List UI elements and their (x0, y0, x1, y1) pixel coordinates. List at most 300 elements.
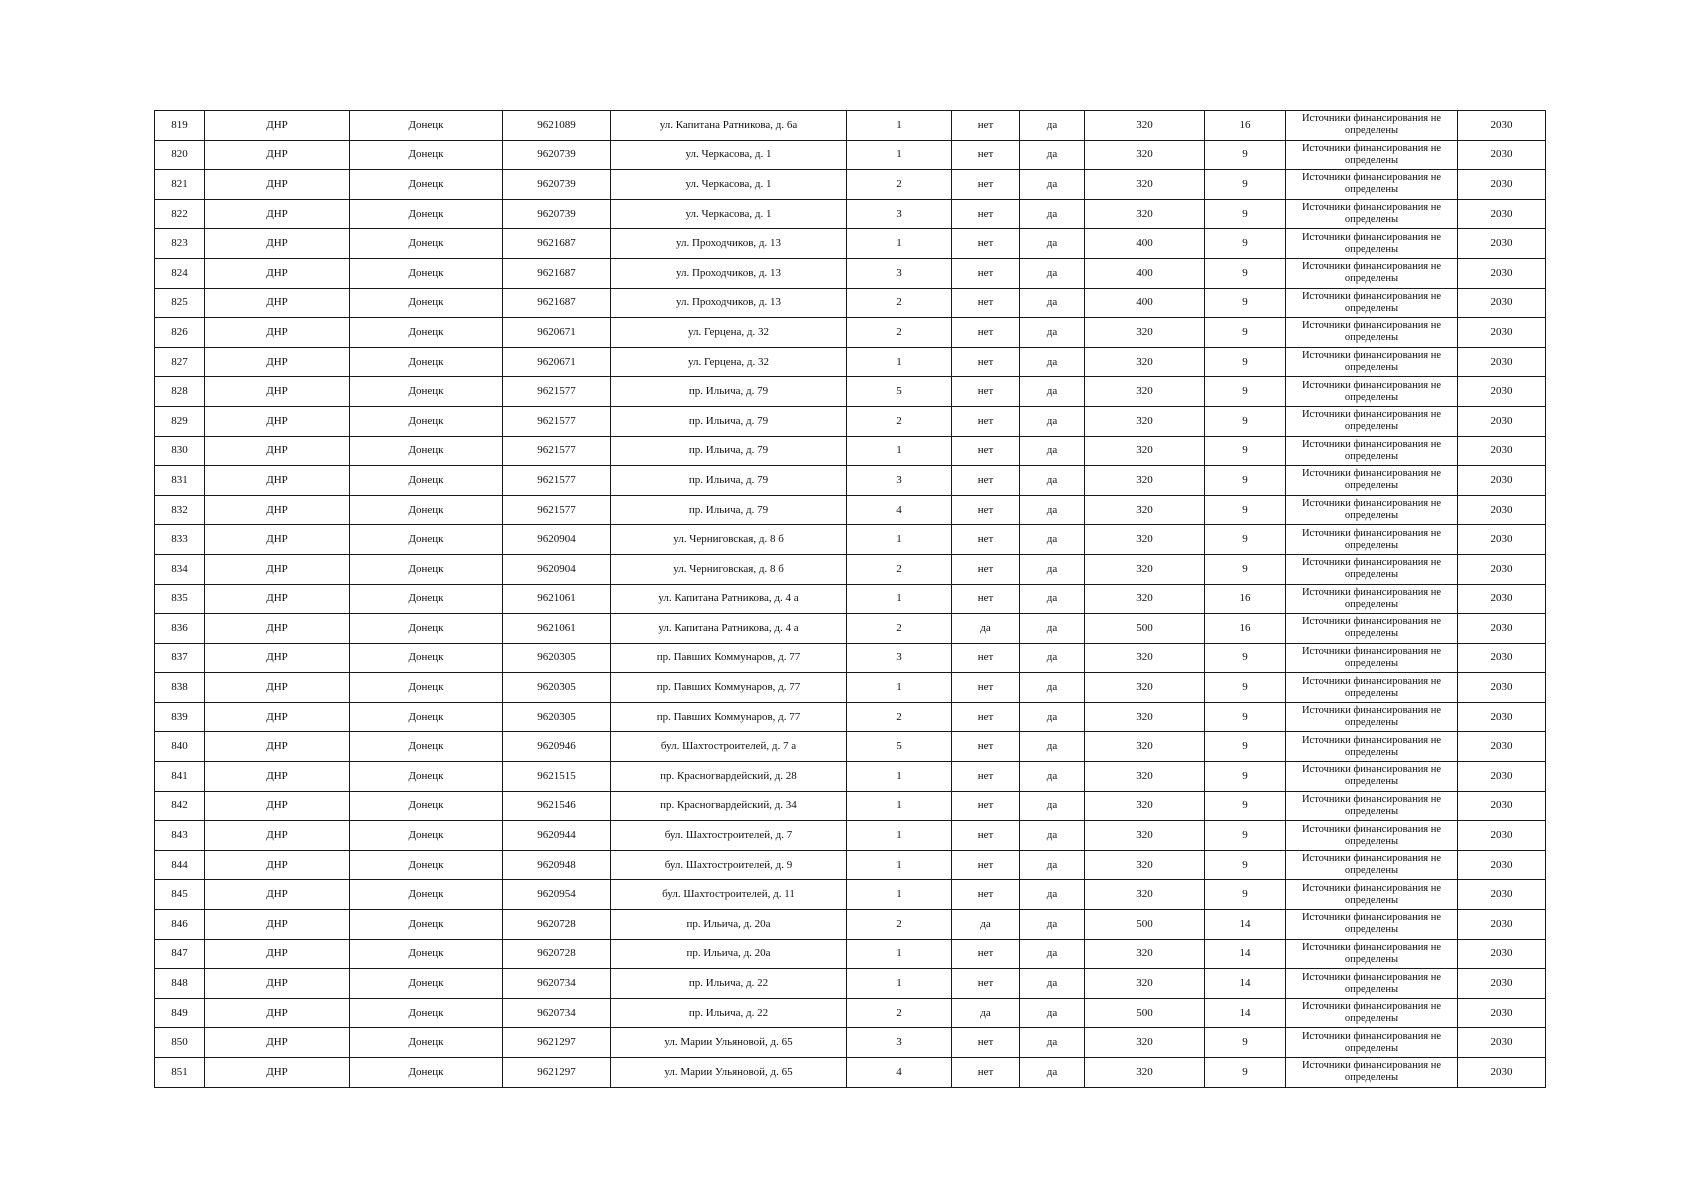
table-row (155, 377, 1546, 407)
city-cell: Донецк (350, 791, 503, 821)
flag-a-cell: нет (952, 229, 1020, 259)
flag-a-cell: нет (952, 850, 1020, 880)
building-id-cell: 9620305 (503, 702, 611, 732)
table-row (155, 229, 1546, 259)
region-cell: ДНР (205, 939, 350, 969)
address-cell: бул. Шахтостроителей, д. 9 (611, 850, 847, 880)
year-cell: 2030 (1458, 702, 1546, 732)
entrance-cell: 3 (847, 258, 952, 288)
address-cell: пр. Красногвардейский, д. 28 (611, 762, 847, 792)
region-cell: ДНР (205, 702, 350, 732)
flag-b-cell: да (1020, 170, 1085, 200)
funding-source-cell: Источники финансирования не определены (1286, 702, 1458, 732)
row-number-cell: 822 (155, 199, 205, 229)
flag-a-cell: нет (952, 584, 1020, 614)
entrance-cell: 2 (847, 702, 952, 732)
city-cell: Донецк (350, 495, 503, 525)
entrance-cell: 3 (847, 466, 952, 496)
table-row (155, 199, 1546, 229)
year-cell: 2030 (1458, 998, 1546, 1028)
entrance-cell: 1 (847, 436, 952, 466)
flag-a-cell: нет (952, 702, 1020, 732)
region-cell: ДНР (205, 525, 350, 555)
funding-source-cell: Источники финансирования не определены (1286, 170, 1458, 200)
flag-b-cell: да (1020, 762, 1085, 792)
entrance-cell: 3 (847, 199, 952, 229)
flag-b-cell: да (1020, 1028, 1085, 1058)
flag-a-cell: нет (952, 1058, 1020, 1088)
city-cell: Донецк (350, 140, 503, 170)
region-cell: ДНР (205, 880, 350, 910)
flag-a-cell: да (952, 910, 1020, 940)
row-number-cell: 820 (155, 140, 205, 170)
region-cell: ДНР (205, 436, 350, 466)
row-number-cell: 846 (155, 910, 205, 940)
funding-source-cell: Источники финансирования не определены (1286, 466, 1458, 496)
capacity-cell: 320 (1085, 199, 1205, 229)
building-id-cell: 9620734 (503, 998, 611, 1028)
row-number-cell: 824 (155, 258, 205, 288)
flag-a-cell: нет (952, 436, 1020, 466)
flag-a-cell: нет (952, 880, 1020, 910)
flag-a-cell: нет (952, 288, 1020, 318)
funding-source-cell: Источники финансирования не определены (1286, 525, 1458, 555)
entrance-cell: 2 (847, 910, 952, 940)
region-cell: ДНР (205, 850, 350, 880)
capacity-cell: 320 (1085, 1028, 1205, 1058)
capacity-cell: 320 (1085, 643, 1205, 673)
address-cell: пр. Павших Коммунаров, д. 77 (611, 702, 847, 732)
region-cell: ДНР (205, 821, 350, 851)
funding-source-cell: Источники финансирования не определены (1286, 762, 1458, 792)
region-cell: ДНР (205, 199, 350, 229)
flag-b-cell: да (1020, 673, 1085, 703)
row-number-cell: 832 (155, 495, 205, 525)
row-number-cell: 833 (155, 525, 205, 555)
funding-source-cell: Источники финансирования не определены (1286, 436, 1458, 466)
region-cell: ДНР (205, 288, 350, 318)
entrance-cell: 1 (847, 821, 952, 851)
table-row (155, 170, 1546, 200)
table-row (155, 140, 1546, 170)
row-number-cell: 850 (155, 1028, 205, 1058)
flag-a-cell: нет (952, 318, 1020, 348)
table-row (155, 436, 1546, 466)
flag-a-cell: нет (952, 406, 1020, 436)
funding-source-cell: Источники финансирования не определены (1286, 140, 1458, 170)
capacity-cell: 320 (1085, 1058, 1205, 1088)
address-cell: ул. Черкасова, д. 1 (611, 140, 847, 170)
flag-a-cell: нет (952, 939, 1020, 969)
region-cell: ДНР (205, 170, 350, 200)
flag-b-cell: да (1020, 229, 1085, 259)
capacity-cell: 320 (1085, 140, 1205, 170)
floors-cell: 9 (1205, 199, 1286, 229)
flag-b-cell: да (1020, 998, 1085, 1028)
region-cell: ДНР (205, 998, 350, 1028)
row-number-cell: 848 (155, 969, 205, 999)
flag-b-cell: да (1020, 436, 1085, 466)
address-cell: пр. Ильича, д. 79 (611, 377, 847, 407)
year-cell: 2030 (1458, 199, 1546, 229)
floors-cell: 14 (1205, 939, 1286, 969)
city-cell: Донецк (350, 850, 503, 880)
capacity-cell: 500 (1085, 998, 1205, 1028)
funding-source-cell: Источники финансирования не определены (1286, 495, 1458, 525)
building-id-cell: 9620671 (503, 318, 611, 348)
address-cell: бул. Шахтостроителей, д. 7 а (611, 732, 847, 762)
entrance-cell: 2 (847, 288, 952, 318)
building-id-cell: 9620734 (503, 969, 611, 999)
region-cell: ДНР (205, 969, 350, 999)
floors-cell: 9 (1205, 791, 1286, 821)
region-cell: ДНР (205, 554, 350, 584)
capacity-cell: 400 (1085, 258, 1205, 288)
floors-cell: 9 (1205, 525, 1286, 555)
entrance-cell: 3 (847, 643, 952, 673)
city-cell: Донецк (350, 377, 503, 407)
region-cell: ДНР (205, 318, 350, 348)
year-cell: 2030 (1458, 111, 1546, 141)
year-cell: 2030 (1458, 614, 1546, 644)
region-cell: ДНР (205, 643, 350, 673)
building-id-cell: 9620305 (503, 673, 611, 703)
flag-b-cell: да (1020, 111, 1085, 141)
table-row (155, 614, 1546, 644)
entrance-cell: 2 (847, 170, 952, 200)
building-id-cell: 9620671 (503, 347, 611, 377)
row-number-cell: 825 (155, 288, 205, 318)
flag-a-cell: нет (952, 140, 1020, 170)
floors-cell: 9 (1205, 554, 1286, 584)
funding-source-cell: Источники финансирования не определены (1286, 821, 1458, 851)
table-row (155, 762, 1546, 792)
flag-b-cell: да (1020, 880, 1085, 910)
building-id-cell: 9620739 (503, 140, 611, 170)
capacity-cell: 320 (1085, 673, 1205, 703)
row-number-cell: 829 (155, 406, 205, 436)
address-cell: ул. Герцена, д. 32 (611, 347, 847, 377)
building-id-cell: 9620904 (503, 554, 611, 584)
row-number-cell: 851 (155, 1058, 205, 1088)
table-row (155, 466, 1546, 496)
address-cell: пр. Ильича, д. 79 (611, 436, 847, 466)
address-cell: ул. Проходчиков, д. 13 (611, 258, 847, 288)
region-cell: ДНР (205, 258, 350, 288)
capacity-cell: 320 (1085, 821, 1205, 851)
address-cell: ул. Проходчиков, д. 13 (611, 288, 847, 318)
entrance-cell: 3 (847, 1028, 952, 1058)
city-cell: Донецк (350, 525, 503, 555)
floors-cell: 9 (1205, 258, 1286, 288)
address-cell: пр. Павших Коммунаров, д. 77 (611, 673, 847, 703)
flag-a-cell: нет (952, 673, 1020, 703)
city-cell: Донецк (350, 258, 503, 288)
region-cell: ДНР (205, 673, 350, 703)
capacity-cell: 320 (1085, 762, 1205, 792)
flag-b-cell: да (1020, 584, 1085, 614)
year-cell: 2030 (1458, 1028, 1546, 1058)
flag-b-cell: да (1020, 406, 1085, 436)
row-number-cell: 826 (155, 318, 205, 348)
entrance-cell: 4 (847, 1058, 952, 1088)
entrance-cell: 1 (847, 525, 952, 555)
address-cell: бул. Шахтостроителей, д. 7 (611, 821, 847, 851)
city-cell: Донецк (350, 880, 503, 910)
floors-cell: 9 (1205, 495, 1286, 525)
year-cell: 2030 (1458, 466, 1546, 496)
flag-a-cell: да (952, 614, 1020, 644)
flag-b-cell: да (1020, 466, 1085, 496)
address-cell: пр. Ильича, д. 20а (611, 939, 847, 969)
row-number-cell: 841 (155, 762, 205, 792)
year-cell: 2030 (1458, 554, 1546, 584)
region-cell: ДНР (205, 910, 350, 940)
region-cell: ДНР (205, 791, 350, 821)
region-cell: ДНР (205, 347, 350, 377)
region-cell: ДНР (205, 614, 350, 644)
flag-a-cell: нет (952, 377, 1020, 407)
flag-b-cell: да (1020, 969, 1085, 999)
flag-a-cell: нет (952, 258, 1020, 288)
table-row (155, 1058, 1546, 1088)
elevator-replacement-table (154, 110, 1546, 1088)
capacity-cell: 320 (1085, 436, 1205, 466)
year-cell: 2030 (1458, 406, 1546, 436)
floors-cell: 14 (1205, 998, 1286, 1028)
city-cell: Донецк (350, 229, 503, 259)
building-id-cell: 9620739 (503, 199, 611, 229)
building-id-cell: 9621687 (503, 229, 611, 259)
funding-source-cell: Источники финансирования не определены (1286, 939, 1458, 969)
address-cell: ул. Черниговская, д. 8 б (611, 554, 847, 584)
flag-b-cell: да (1020, 850, 1085, 880)
floors-cell: 9 (1205, 318, 1286, 348)
table-row (155, 791, 1546, 821)
region-cell: ДНР (205, 584, 350, 614)
flag-a-cell: нет (952, 525, 1020, 555)
address-cell: бул. Шахтостроителей, д. 11 (611, 880, 847, 910)
building-id-cell: 9621297 (503, 1028, 611, 1058)
building-id-cell: 9621515 (503, 762, 611, 792)
city-cell: Донецк (350, 702, 503, 732)
row-number-cell: 834 (155, 554, 205, 584)
year-cell: 2030 (1458, 762, 1546, 792)
entrance-cell: 1 (847, 584, 952, 614)
funding-source-cell: Источники финансирования не определены (1286, 998, 1458, 1028)
row-number-cell: 819 (155, 111, 205, 141)
capacity-cell: 320 (1085, 584, 1205, 614)
row-number-cell: 838 (155, 673, 205, 703)
flag-b-cell: да (1020, 288, 1085, 318)
flag-b-cell: да (1020, 554, 1085, 584)
flag-a-cell: нет (952, 791, 1020, 821)
flag-b-cell: да (1020, 347, 1085, 377)
floors-cell: 9 (1205, 288, 1286, 318)
flag-b-cell: да (1020, 702, 1085, 732)
floors-cell: 9 (1205, 406, 1286, 436)
row-number-cell: 827 (155, 347, 205, 377)
row-number-cell: 843 (155, 821, 205, 851)
city-cell: Донецк (350, 318, 503, 348)
table-body (155, 111, 1546, 1088)
city-cell: Донецк (350, 199, 503, 229)
entrance-cell: 1 (847, 140, 952, 170)
table-row (155, 850, 1546, 880)
floors-cell: 16 (1205, 614, 1286, 644)
capacity-cell: 320 (1085, 347, 1205, 377)
entrance-cell: 2 (847, 998, 952, 1028)
year-cell: 2030 (1458, 732, 1546, 762)
capacity-cell: 320 (1085, 850, 1205, 880)
building-id-cell: 9620904 (503, 525, 611, 555)
address-cell: ул. Черкасова, д. 1 (611, 199, 847, 229)
flag-a-cell: нет (952, 762, 1020, 792)
year-cell: 2030 (1458, 258, 1546, 288)
entrance-cell: 1 (847, 347, 952, 377)
address-cell: пр. Павших Коммунаров, д. 77 (611, 643, 847, 673)
building-id-cell: 9621577 (503, 495, 611, 525)
building-id-cell: 9620944 (503, 821, 611, 851)
entrance-cell: 1 (847, 673, 952, 703)
flag-b-cell: да (1020, 791, 1085, 821)
year-cell: 2030 (1458, 673, 1546, 703)
capacity-cell: 400 (1085, 288, 1205, 318)
table-row (155, 673, 1546, 703)
capacity-cell: 320 (1085, 939, 1205, 969)
capacity-cell: 320 (1085, 525, 1205, 555)
flag-b-cell: да (1020, 643, 1085, 673)
funding-source-cell: Источники финансирования не определены (1286, 643, 1458, 673)
table-row (155, 406, 1546, 436)
row-number-cell: 823 (155, 229, 205, 259)
building-id-cell: 9620728 (503, 910, 611, 940)
entrance-cell: 1 (847, 111, 952, 141)
table-row (155, 318, 1546, 348)
table-row (155, 969, 1546, 999)
building-id-cell: 9621061 (503, 614, 611, 644)
region-cell: ДНР (205, 762, 350, 792)
funding-source-cell: Источники финансирования не определены (1286, 318, 1458, 348)
year-cell: 2030 (1458, 850, 1546, 880)
entrance-cell: 2 (847, 554, 952, 584)
floors-cell: 14 (1205, 969, 1286, 999)
building-id-cell: 9621577 (503, 466, 611, 496)
region-cell: ДНР (205, 377, 350, 407)
row-number-cell: 849 (155, 998, 205, 1028)
year-cell: 2030 (1458, 584, 1546, 614)
building-id-cell: 9621577 (503, 406, 611, 436)
funding-source-cell: Источники финансирования не определены (1286, 406, 1458, 436)
flag-b-cell: да (1020, 614, 1085, 644)
funding-source-cell: Источники финансирования не определены (1286, 673, 1458, 703)
city-cell: Донецк (350, 466, 503, 496)
city-cell: Донецк (350, 821, 503, 851)
year-cell: 2030 (1458, 229, 1546, 259)
building-id-cell: 9620948 (503, 850, 611, 880)
funding-source-cell: Источники финансирования не определены (1286, 910, 1458, 940)
building-id-cell: 9620739 (503, 170, 611, 200)
capacity-cell: 320 (1085, 880, 1205, 910)
flag-a-cell: нет (952, 347, 1020, 377)
flag-b-cell: да (1020, 377, 1085, 407)
entrance-cell: 1 (847, 762, 952, 792)
flag-a-cell: нет (952, 111, 1020, 141)
floors-cell: 9 (1205, 732, 1286, 762)
address-cell: ул. Герцена, д. 32 (611, 318, 847, 348)
funding-source-cell: Источники финансирования не определены (1286, 347, 1458, 377)
year-cell: 2030 (1458, 170, 1546, 200)
address-cell: пр. Красногвардейский, д. 34 (611, 791, 847, 821)
address-cell: ул. Капитана Ратникова, д. 4 а (611, 614, 847, 644)
flag-b-cell: да (1020, 910, 1085, 940)
year-cell: 2030 (1458, 525, 1546, 555)
row-number-cell: 842 (155, 791, 205, 821)
funding-source-cell: Источники финансирования не определены (1286, 791, 1458, 821)
capacity-cell: 320 (1085, 554, 1205, 584)
entrance-cell: 5 (847, 732, 952, 762)
flag-a-cell: нет (952, 969, 1020, 999)
funding-source-cell: Источники финансирования не определены (1286, 1058, 1458, 1088)
table-row (155, 643, 1546, 673)
flag-a-cell: нет (952, 732, 1020, 762)
building-id-cell: 9621687 (503, 258, 611, 288)
region-cell: ДНР (205, 406, 350, 436)
table-row (155, 939, 1546, 969)
floors-cell: 16 (1205, 111, 1286, 141)
table-row (155, 880, 1546, 910)
capacity-cell: 320 (1085, 969, 1205, 999)
year-cell: 2030 (1458, 1058, 1546, 1088)
city-cell: Донецк (350, 969, 503, 999)
capacity-cell: 320 (1085, 732, 1205, 762)
capacity-cell: 500 (1085, 910, 1205, 940)
funding-source-cell: Источники финансирования не определены (1286, 614, 1458, 644)
floors-cell: 9 (1205, 466, 1286, 496)
floors-cell: 9 (1205, 1058, 1286, 1088)
entrance-cell: 5 (847, 377, 952, 407)
table-row (155, 525, 1546, 555)
capacity-cell: 320 (1085, 377, 1205, 407)
flag-b-cell: да (1020, 318, 1085, 348)
address-cell: ул. Черниговская, д. 8 б (611, 525, 847, 555)
year-cell: 2030 (1458, 969, 1546, 999)
flag-b-cell: да (1020, 140, 1085, 170)
building-id-cell: 9621687 (503, 288, 611, 318)
flag-b-cell: да (1020, 525, 1085, 555)
flag-a-cell: нет (952, 643, 1020, 673)
year-cell: 2030 (1458, 939, 1546, 969)
row-number-cell: 830 (155, 436, 205, 466)
year-cell: 2030 (1458, 436, 1546, 466)
year-cell: 2030 (1458, 347, 1546, 377)
city-cell: Донецк (350, 910, 503, 940)
row-number-cell: 845 (155, 880, 205, 910)
flag-a-cell: нет (952, 170, 1020, 200)
region-cell: ДНР (205, 1028, 350, 1058)
year-cell: 2030 (1458, 880, 1546, 910)
row-number-cell: 831 (155, 466, 205, 496)
row-number-cell: 835 (155, 584, 205, 614)
row-number-cell: 821 (155, 170, 205, 200)
floors-cell: 9 (1205, 140, 1286, 170)
row-number-cell: 837 (155, 643, 205, 673)
capacity-cell: 320 (1085, 406, 1205, 436)
row-number-cell: 844 (155, 850, 205, 880)
entrance-cell: 1 (847, 791, 952, 821)
entrance-cell: 1 (847, 939, 952, 969)
year-cell: 2030 (1458, 140, 1546, 170)
